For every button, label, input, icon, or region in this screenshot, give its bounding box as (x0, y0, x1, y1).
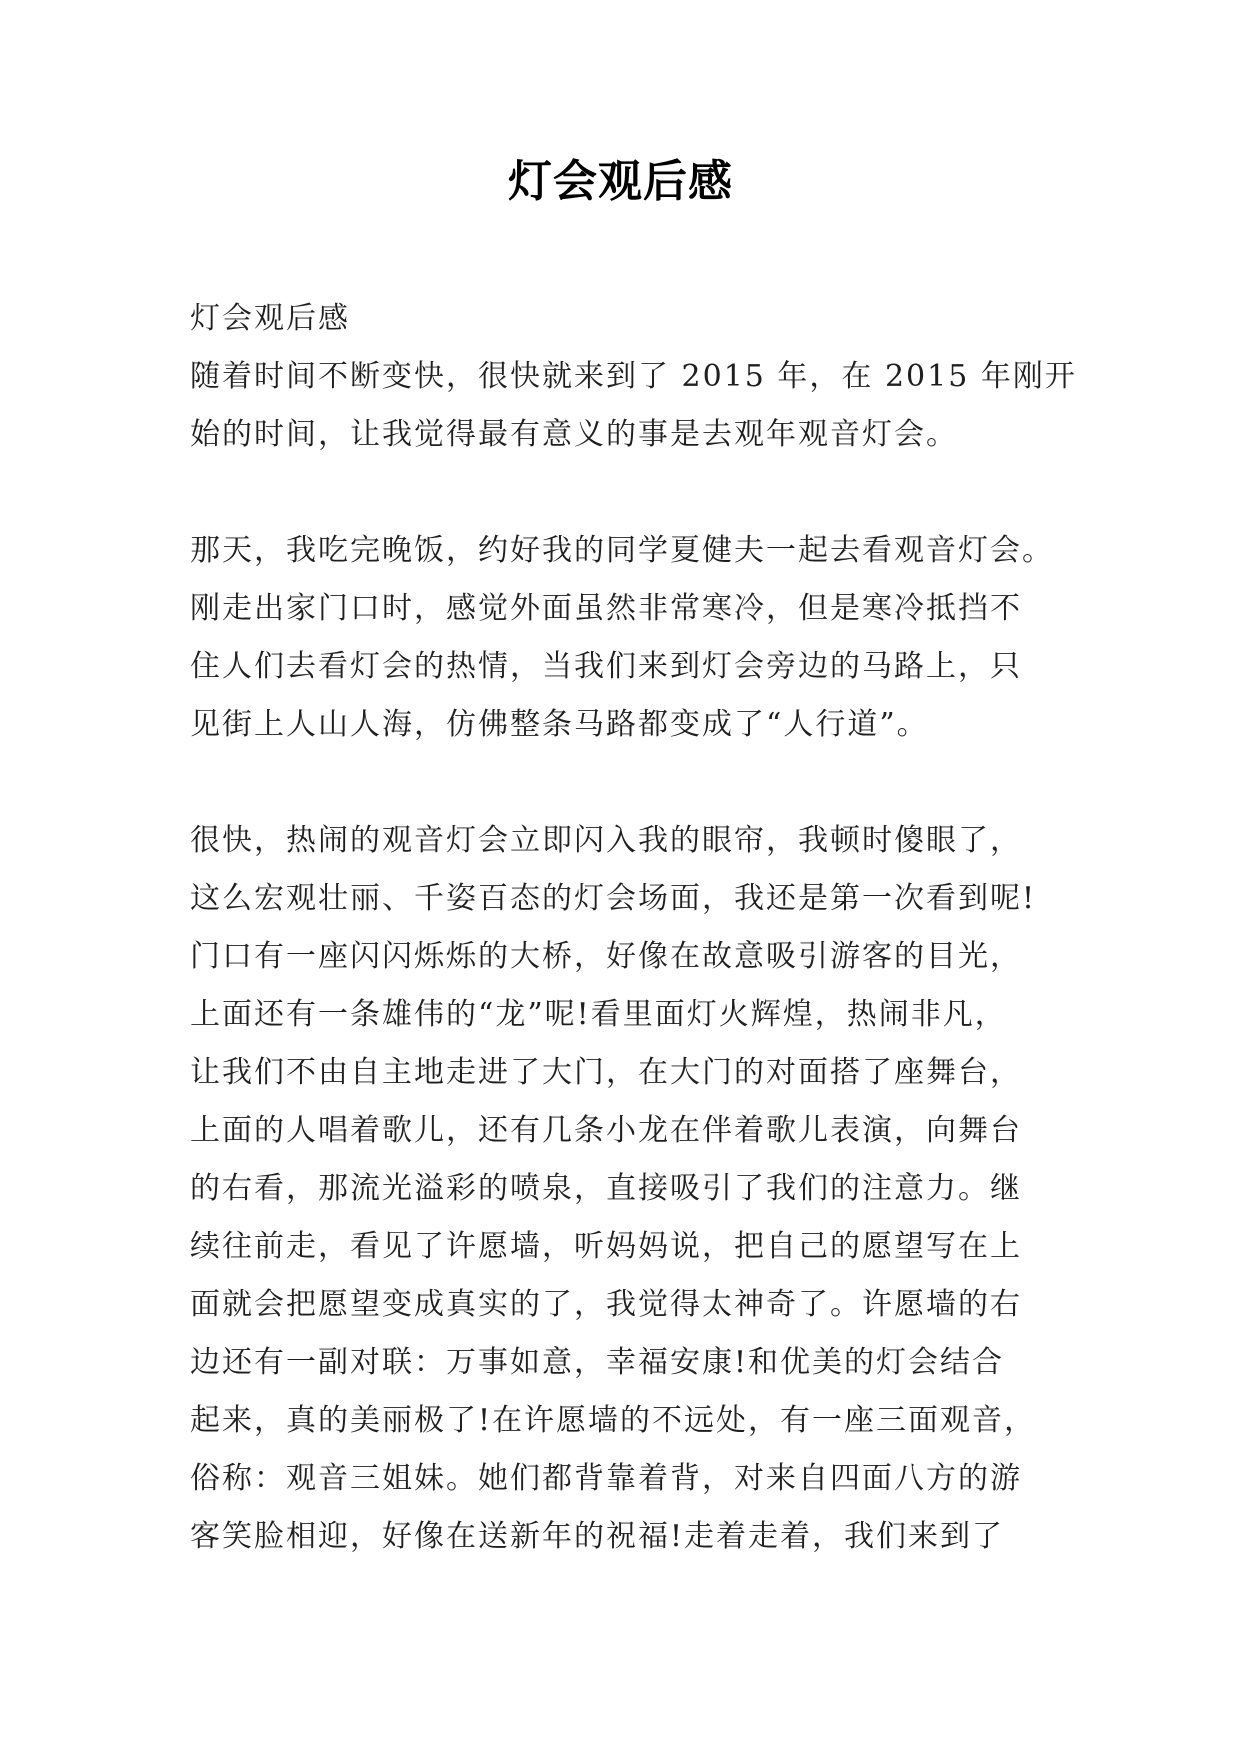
paragraph-gap (190, 464, 1060, 522)
paragraph-gap (190, 754, 1060, 812)
text-line: 住人们去看灯会的热情，当我们来到灯会旁边的马路上，只 (190, 649, 1022, 684)
text-line: 让我们不由自主地走进了大门，在大门的对面搭了座舞台， (190, 1055, 1022, 1090)
text-line: 俗称：观音三姐妹。她们都背靠着背，对来自四面八方的游 (190, 1461, 1022, 1496)
text-line: 很快，热闹的观音灯会立即闪入我的眼帘，我顿时傻眼了， (190, 823, 1022, 858)
text-line: 的右看，那流光溢彩的喷泉，直接吸引了我们的注意力。继 (190, 1171, 1022, 1206)
text-line: 随着时间不断变快，很快就来到了 2015 年，在 2015 年刚开 (190, 359, 1077, 394)
text-line: 边还有一副对联：万事如意，幸福安康!和优美的灯会结合 (190, 1345, 1005, 1380)
text-line: 见街上人山人海，仿佛整条马路都变成了“人行道”。 (190, 707, 929, 742)
text-line: 这么宏观壮丽、千姿百态的灯会场面，我还是第一次看到呢! (190, 881, 1037, 916)
text-line: 客笑脸相迎，好像在送新年的祝福!走着走着，我们来到了 (190, 1519, 1005, 1554)
text-line: 灯会观后感 (190, 301, 350, 336)
text-line: 门口有一座闪闪烁烁的大桥，好像在故意吸引游客的目光， (190, 939, 1022, 974)
text-line: 刚走出家门口时，感觉外面虽然非常寒冷，但是寒冷抵挡不 (190, 591, 1022, 626)
text-line: 上面的人唱着歌儿，还有几条小龙在伴着歌儿表演，向舞台 (190, 1113, 1022, 1148)
text-line: 续往前走，看见了许愿墙，听妈妈说，把自己的愿望写在上 (190, 1229, 1022, 1264)
text-line: 始的时间，让我觉得最有意义的事是去观年观音灯会。 (190, 417, 958, 452)
text-line: 起来，真的美丽极了!在许愿墙的不远处，有一座三面观音， (190, 1403, 1037, 1438)
document-body (190, 290, 1077, 1566)
document-title: 灯会观后感 (508, 156, 733, 207)
text-line: 面就会把愿望变成真实的了，我觉得太神奇了。许愿墙的右 (190, 1287, 1022, 1322)
text-line: 那天，我吃完晚饭，约好我的同学夏健夫一起去看观音灯会。 (190, 533, 1054, 568)
text-line: 上面还有一条雄伟的“龙”呢!看里面灯火辉煌，热闹非凡， (190, 997, 1007, 1032)
